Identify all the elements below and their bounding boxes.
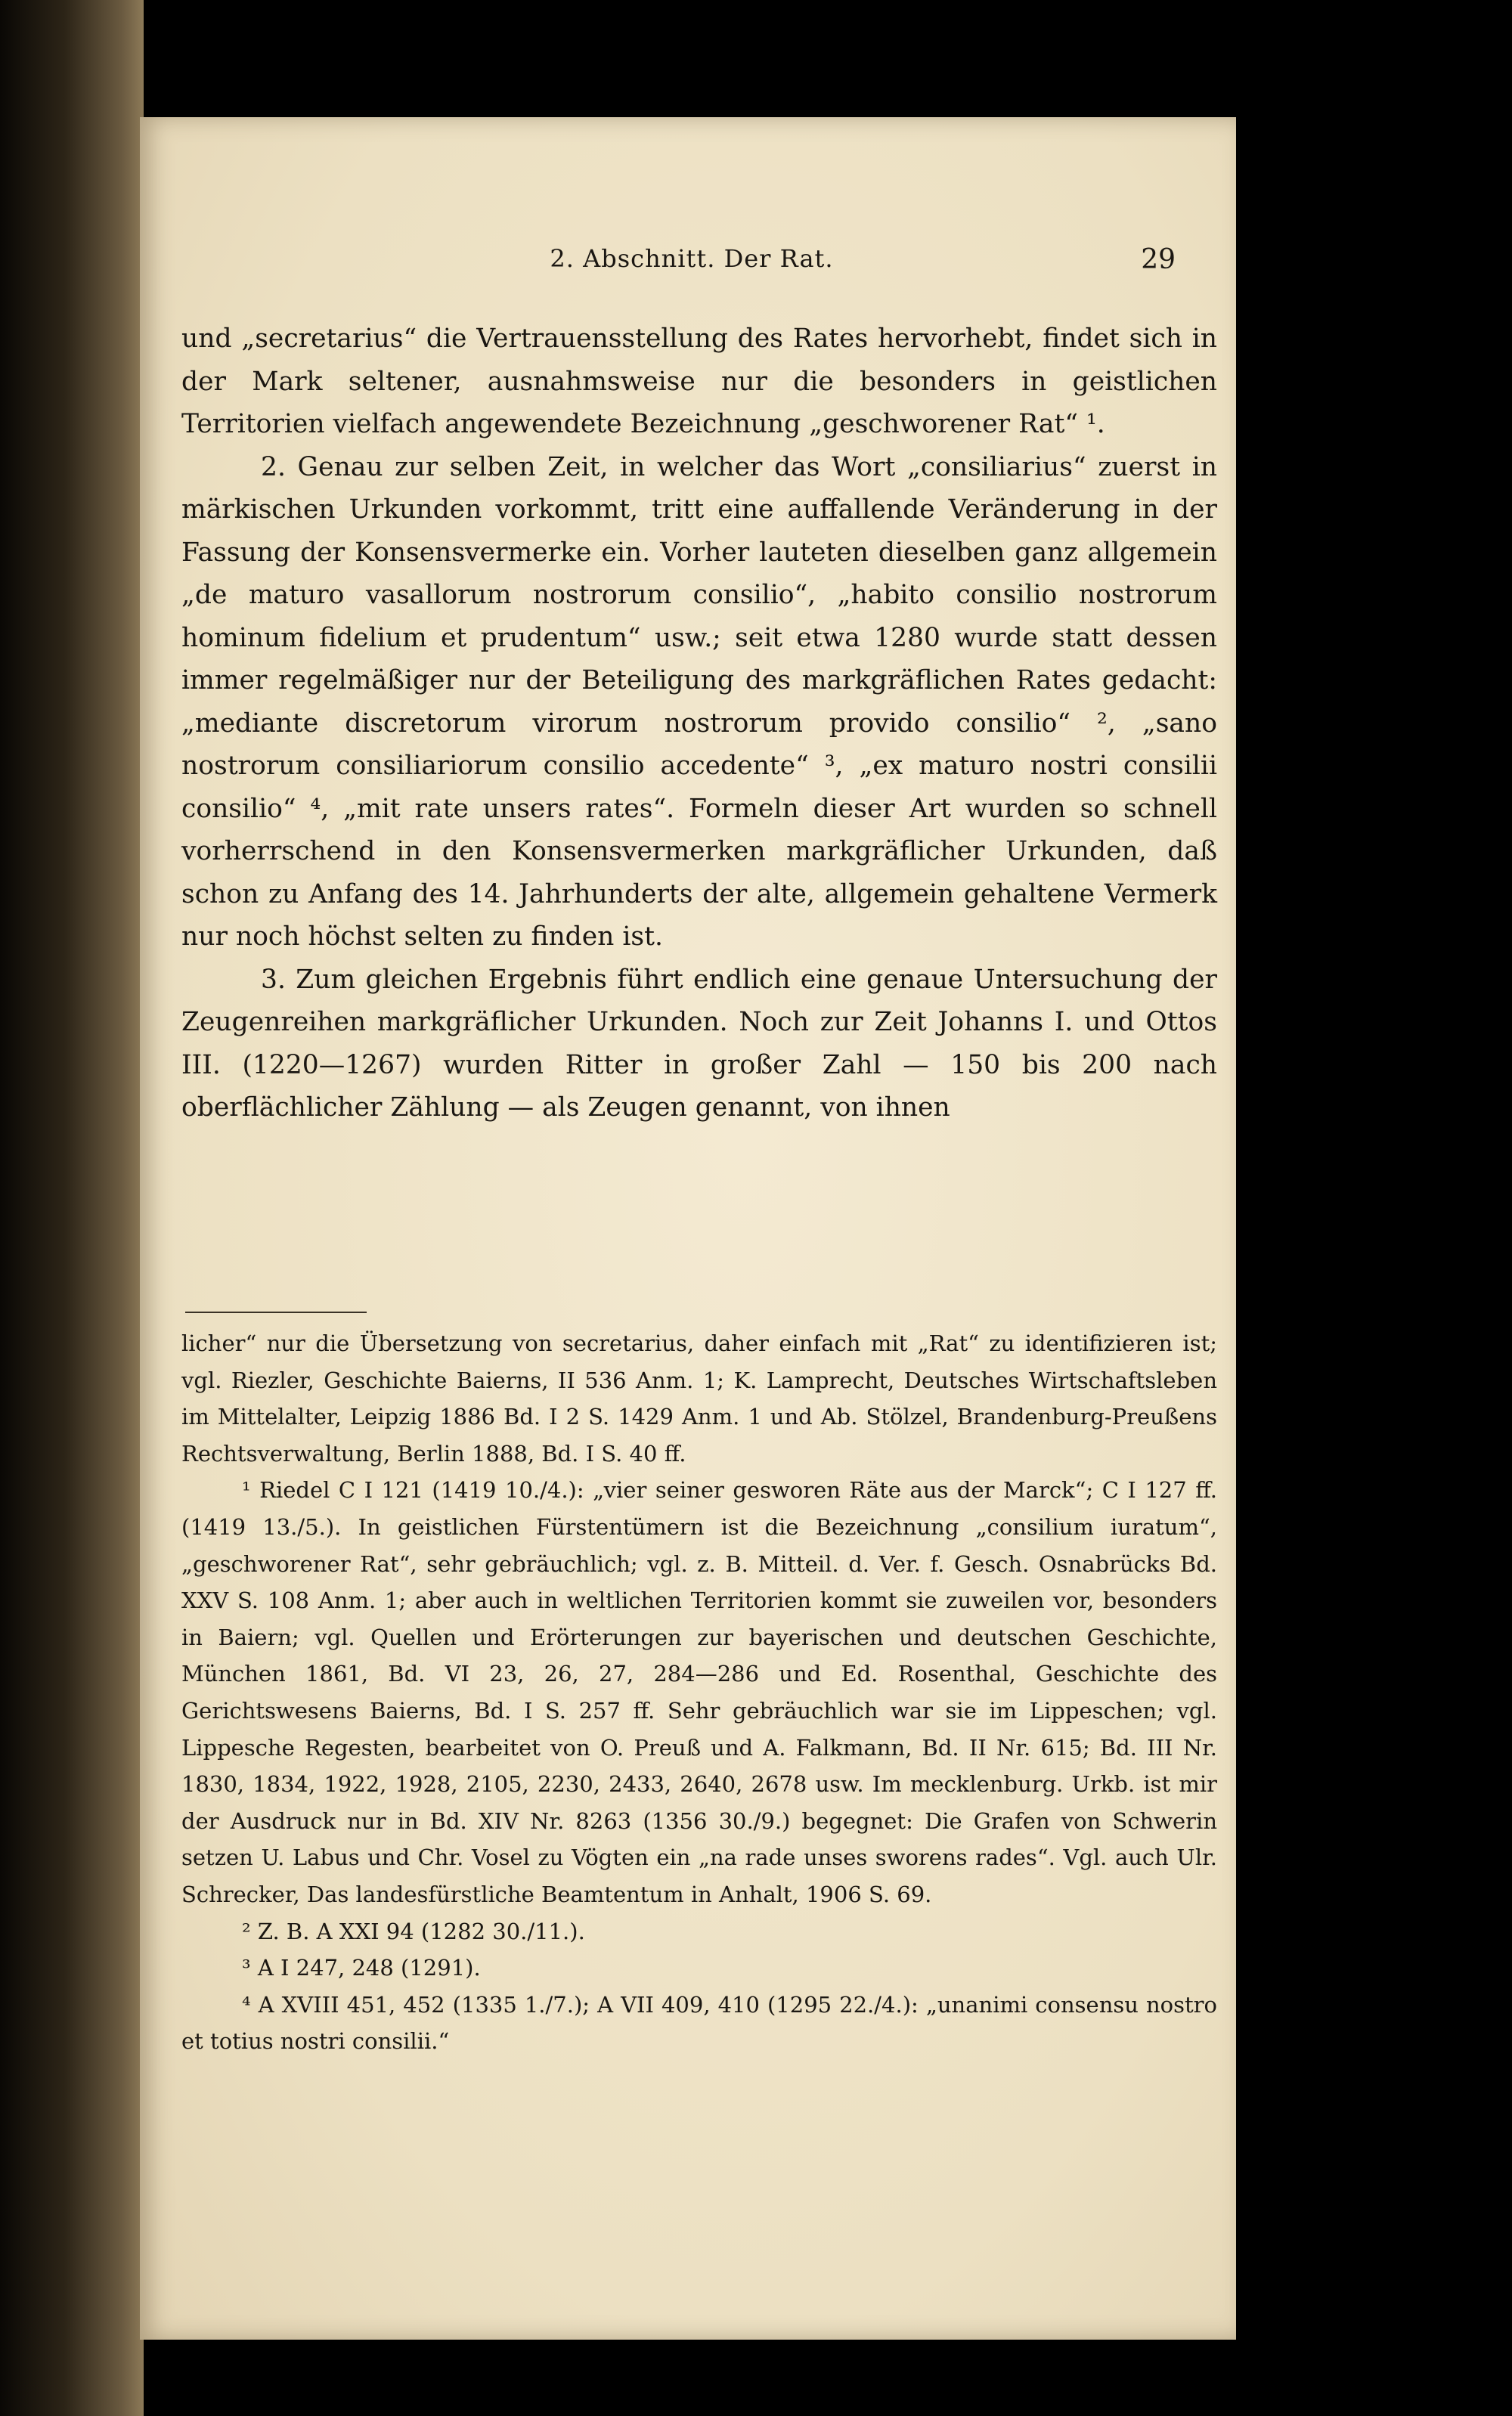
- paragraph-2: 2. Genau zur selben Zeit, in welcher das Wort „consiliarius“ zuerst in märkischen Urkunden vorkommt, tritt eine auffallende Veränderung in der Fassung der Konsensvermerke ein. Vorher lauteten dieselben ganz allgemein „de maturo vasallorum nostrorum consilio“, „habito consilio nostrorum hominum fidelium et prudentum“ usw.; seit etwa 1280 wurde statt dessen immer regelmäßiger nur der Beteiligung des markgräflichen Rates gedacht: „mediante discretorum virorum nostrorum provido consilio“ ², „sano nostrorum consiliariorum consilio accedente“ ³, „ex maturo nostri consilii consilio“ ⁴, „mit rate unsers rates“. Formeln dieser Art wurden so schnell vorherrschend in den Konsensvermerken markgräflicher Urkunden, daß schon zu Anfang des 14. Jahrhunderts der alte, allgemein gehaltene Vermerk nur noch höchst selten zu finden ist.: [181, 451, 1217, 952]
- paragraph-1: und „secretarius“ die Vertrauensstellung des Rates hervorhebt, findet sich in der Mark seltener, ausnahmsweise nur die besonders in geistlichen Territorien vielfach angewendete Bezeichnung „geschworener Rat“ ¹.: [181, 324, 1217, 439]
- page-number: 29: [1141, 244, 1176, 275]
- main-text: [181, 317, 1217, 1129]
- footnote-2: ² Z. B. A XXI 94 (1282 30./11.).: [242, 1918, 585, 1944]
- page-header: [185, 244, 1198, 290]
- book-spine-edge: [0, 0, 144, 2416]
- paragraph-3: 3. Zum gleichen Ergebnis führt endlich eine genaue Untersuchung der Zeugenreihen markgräflicher Urkunden. Noch zur Zeit Johanns I. und Ottos III. (1220—1267) wurden Ritter in großer Zahl — 150 bis 200 nach oberflächlicher Zählung — als Zeugen genannt, von ihnen: [181, 964, 1217, 1123]
- footnote-separator: [185, 1312, 367, 1313]
- book-page: [140, 117, 1236, 2340]
- footnote-continuation: licher“ nur die Übersetzung von secretarius, daher einfach mit „Rat“ zu identifizieren ist; vgl. Riezler, Geschichte Baierns, II 536 Anm. 1; K. Lamprecht, Deutsches Wirtschaftsleben im Mittelalter, Leipzig 1886 Bd. I 2 S. 1429 Anm. 1 und Ab. Stölzel, Brandenburg-Preußens Rechtsverwaltung, Berlin 1888, Bd. I S. 40 ff.: [181, 1330, 1217, 1467]
- footnote-4: ⁴ A XVIII 451, 452 (1335 1./7.); A VII 409, 410 (1295 22./4.): „unanimi consensu nostro et totius nostri consilii.“: [181, 1991, 1217, 2055]
- running-head: 2. Abschnitt. Der Rat.: [550, 244, 834, 273]
- footnotes: [181, 1325, 1217, 2060]
- footnote-1: ¹ Riedel C I 121 (1419 10./4.): „vier seiner gesworen Räte aus der Marck“; C I 127 ff. (1419 13./5.). In geistlichen Fürstentümern ist die Bezeichnung „consilium iuratum“, „geschworener Rat“, sehr gebräuchlich; vgl. z. B. Mitteil. d. Ver. f. Gesch. Osnabrücks Bd. XXV S. 108 Anm. 1; aber auch in weltlichen Territorien kommt sie zuweilen vor, besonders in Baiern; vgl. Quellen und Erörterungen zur bayerischen und deutschen Geschichte, München 1861, Bd. VI 23, 26, 27, 284—286 und Ed. Rosenthal, Geschichte des Gerichtswesens Baierns, Bd. I S. 257 ff. Sehr gebräuchlich war sie im Lippeschen; vgl. Lippesche Regesten, bearbeitet von O. Preuß und A. Falkmann, Bd. II Nr. 615; Bd. III Nr. 1830, 1834, 1922, 1928, 2105, 2230, 2433, 2640, 2678 usw. Im mecklenburg. Urkb. ist mir der Ausdruck nur in Bd. XIV Nr. 8263 (1356 30./9.) begegnet: Die Grafen von Schwerin setzen U. Labus und Chr. Vosel zu Vögten ein „na rade unses sworens rades“. Vgl. auch Ulr. Schrecker, Das landesfürstliche Beamtentum in Anhalt, 1906 S. 69.: [181, 1477, 1217, 1907]
- footnote-3: ³ A I 247, 248 (1291).: [242, 1955, 481, 1981]
